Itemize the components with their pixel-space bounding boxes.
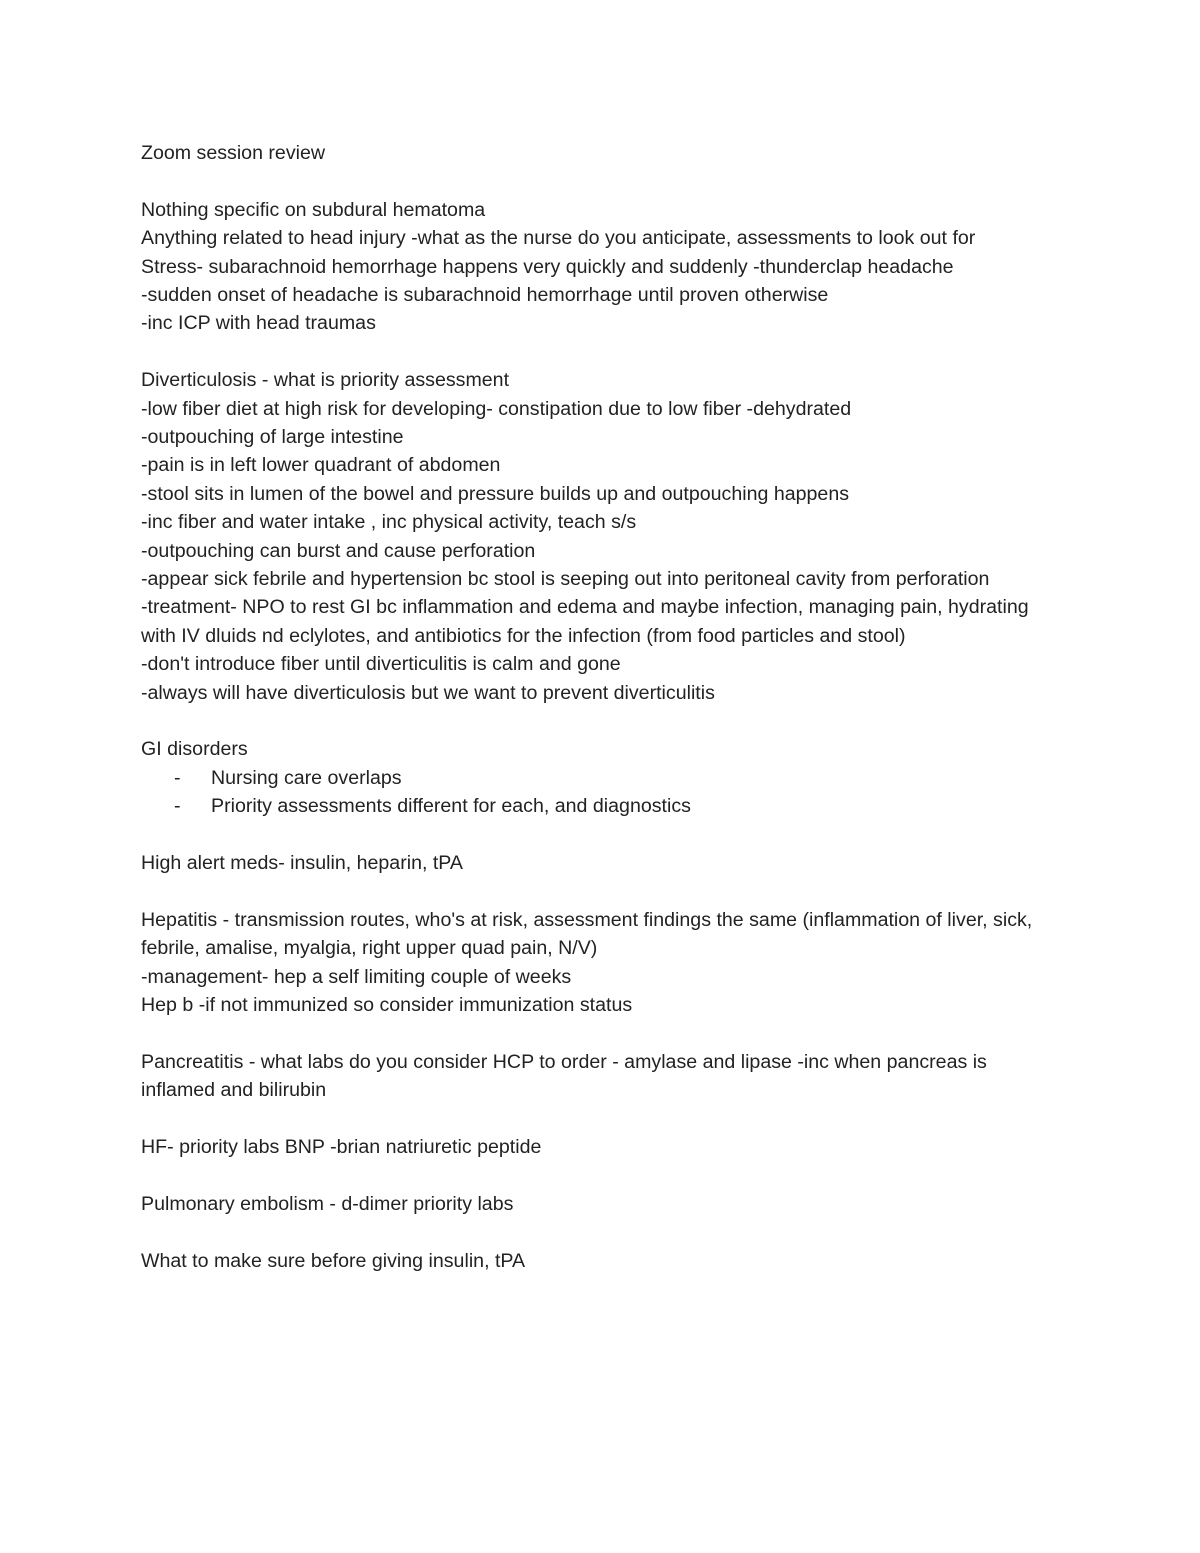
list-item xyxy=(141,764,1061,792)
note-line-insulin: What to make sure before giving insulin, tPA xyxy=(141,1249,526,1272)
note-line: -management- hep a self limiting couple of weeks xyxy=(141,965,572,988)
section-heading-diverticulosis: Diverticulosis - what is priority assessment xyxy=(141,369,510,392)
spacer xyxy=(141,338,1061,366)
spacer xyxy=(141,878,1061,906)
note-line-pulmonary-embolism: Pulmonary embolism - d-dimer priority labs xyxy=(141,1192,514,1215)
note-line: Nothing specific on subdural hematoma xyxy=(141,198,486,221)
note-line-pancreatitis: Pancreatitis - what labs do you consider HCP to order - amylase and lipase -inc when pancreas is inflamed and bilirubin xyxy=(141,1050,987,1102)
note-line: Anything related to head injury -what as the nurse do you anticipate, assessments to look out for xyxy=(141,227,976,250)
note-line: -inc ICP with head traumas xyxy=(141,312,376,335)
gi-bullet-list xyxy=(141,764,1061,821)
note-line: -don't introduce fiber until diverticulitis is calm and gone xyxy=(141,653,621,676)
document-body xyxy=(141,139,1061,1275)
bullet-dash: - xyxy=(174,795,181,818)
note-line: -stool sits in lumen of the bowel and pressure builds up and outpouching happens xyxy=(141,482,850,505)
spacer xyxy=(141,707,1061,735)
document-title: Zoom session review xyxy=(141,142,326,164)
note-line: -outpouching of large intestine xyxy=(141,426,404,449)
note-line: -sudden onset of headache is subarachnoid hemorrhage until proven otherwise xyxy=(141,284,829,307)
spacer xyxy=(141,1105,1061,1133)
spacer xyxy=(141,821,1061,849)
section-heading-gi-disorders: GI disorders xyxy=(141,738,248,761)
note-line: Stress- subarachnoid hemorrhage happens very quickly and suddenly -thunderclap headache xyxy=(141,255,954,278)
section-heading-hepatitis: Hepatitis - transmission routes, who's at risk, assessment findings the same (inflammation of liver, sick, febrile, amalise, myalgia, right upper quad pain, N/V) xyxy=(141,908,1033,960)
note-line: -treatment- NPO to rest GI bc inflammation and edema and maybe infection, managing pain, hydrating with IV dluids nd eclylotes, and antibiotics for the infection (from food particles and stool) xyxy=(141,596,1029,647)
note-line: -always will have diverticulosis but we want to prevent diverticulitis xyxy=(141,681,715,704)
note-line: -pain is in left lower quadrant of abdomen xyxy=(141,454,501,477)
note-line: -low fiber diet at high risk for developing- constipation due to low fiber -dehydrated xyxy=(141,397,852,420)
note-line: -outpouching can burst and cause perforation xyxy=(141,539,536,562)
bullet-dash: - xyxy=(174,766,181,789)
spacer xyxy=(141,167,1061,195)
note-line: -appear sick febrile and hypertension bc stool is seeping out into peritoneal cavity from perforation xyxy=(141,568,990,591)
list-item-text: Priority assessments different for each, and diagnostics xyxy=(211,795,691,818)
spacer xyxy=(141,1020,1061,1048)
list-item xyxy=(141,792,1061,820)
spacer xyxy=(141,1162,1061,1190)
note-line: Hep b -if not immunized so consider immunization status xyxy=(141,994,633,1017)
note-line: -inc fiber and water intake , inc physical activity, teach s/s xyxy=(141,511,637,534)
spacer xyxy=(141,1218,1061,1246)
note-line-high-alert-meds: High alert meds- insulin, heparin, tPA xyxy=(141,852,463,875)
list-item-text: Nursing care overlaps xyxy=(211,766,402,789)
note-line-hf: HF- priority labs BNP -brian natriuretic peptide xyxy=(141,1136,542,1159)
